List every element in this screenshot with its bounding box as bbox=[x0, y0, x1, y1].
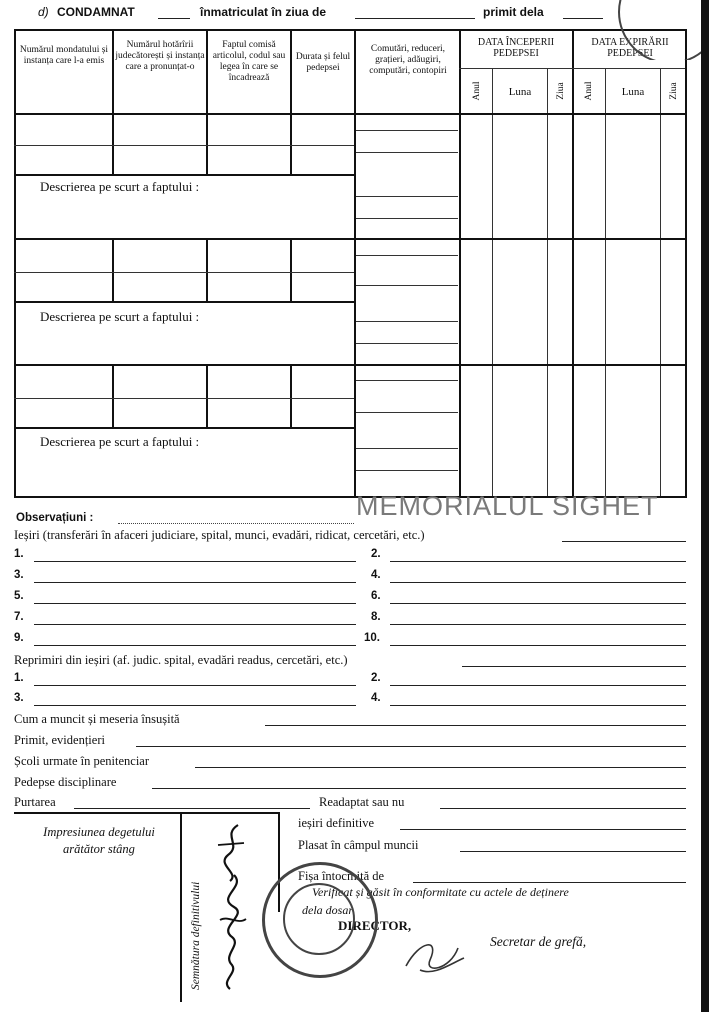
reprimiri-field-right[interactable] bbox=[390, 705, 686, 706]
iesiri-field-left[interactable] bbox=[34, 624, 356, 625]
col-numarul-mandatului: Numărul mondatului și instanța care l-a emis bbox=[19, 45, 109, 66]
watermark: MEMORIALUL SIGHET bbox=[356, 491, 659, 521]
comutari-line bbox=[356, 285, 458, 286]
observatiuni-label: Observațiuni : bbox=[16, 512, 94, 524]
primit-evidentieri-label: Primit, evidențieri bbox=[14, 733, 105, 747]
readaptat-label: Readaptat sau nu bbox=[319, 795, 405, 809]
sub-anul-start: Anul bbox=[472, 81, 482, 101]
comutari-line bbox=[356, 152, 458, 153]
iesiri-field-left[interactable] bbox=[34, 561, 356, 562]
signature bbox=[208, 815, 256, 993]
semnatura-label: Semnătura definitivului bbox=[190, 881, 202, 990]
scan-edge bbox=[701, 0, 709, 1012]
iesiri-definitive-field[interactable] bbox=[400, 829, 686, 830]
iesiri-number-left: 7. bbox=[14, 611, 24, 623]
iesiri-field-left[interactable] bbox=[34, 645, 356, 646]
munca-label: Cum a muncit și meseria însușită bbox=[14, 712, 180, 726]
pedepse-label: Pedepse disciplinare bbox=[14, 775, 117, 789]
purtarea-label: Purtarea bbox=[14, 795, 56, 809]
comutari-line bbox=[356, 255, 458, 256]
iesiri-number-right: 10. bbox=[364, 632, 380, 644]
readaptat-field[interactable] bbox=[440, 808, 686, 809]
secretar-label: Secretar de grefă, bbox=[490, 934, 587, 949]
descriere-fapt-1: Descrierea pe scurt a faptului : bbox=[40, 179, 200, 194]
descriere-fapt-2: Descrierea pe scurt a faptului : bbox=[40, 309, 200, 324]
condamnat-field[interactable] bbox=[158, 18, 190, 19]
iesiri-title: Ieșiri (transferări în afaceri judiciare, spital, munci, evadări, ridicat, cercetări, etc.) bbox=[14, 528, 425, 542]
impresiunea-label: Impresiunea degetului arătător stâng bbox=[43, 825, 155, 856]
iesiri-field-right[interactable] bbox=[390, 582, 686, 583]
comutari-line bbox=[356, 412, 458, 413]
reprimiri-number-left: 1. bbox=[14, 672, 24, 684]
iesiri-field-right[interactable] bbox=[390, 624, 686, 625]
iesiri-number-right: 6. bbox=[371, 590, 381, 602]
comutari-line bbox=[356, 321, 458, 322]
verificat-label: Verificat și găsit în conformitate cu actele de deținere bbox=[312, 885, 569, 899]
director-label: DIRECTOR, bbox=[338, 918, 412, 933]
scoli-field[interactable] bbox=[195, 767, 686, 768]
sub-luna-end: Luna bbox=[621, 86, 645, 98]
sub-luna-start: Luna bbox=[508, 86, 532, 98]
plasat-field[interactable] bbox=[460, 851, 686, 852]
scoli-label: Școli urmate în penitenciar bbox=[14, 754, 150, 768]
iesiri-definitive-label: ieșiri definitive bbox=[298, 816, 375, 830]
inmatriculat-label: înmatriculat în ziua de bbox=[200, 5, 327, 19]
comutari-line bbox=[356, 130, 458, 131]
fisa-field[interactable] bbox=[413, 882, 686, 883]
sub-ziua-end: Ziua bbox=[669, 82, 679, 100]
iesiri-field-right[interactable] bbox=[390, 603, 686, 604]
reprimiri-number-right: 4. bbox=[371, 692, 381, 704]
reprimiri-field-left[interactable] bbox=[34, 685, 356, 686]
munca-field[interactable] bbox=[265, 725, 686, 726]
sub-ziua-start: Ziua bbox=[556, 82, 566, 100]
comutari-line bbox=[356, 448, 458, 449]
iesiri-number-left: 3. bbox=[14, 569, 24, 581]
primit-evidentieri-field[interactable] bbox=[136, 746, 686, 747]
observatiuni-field[interactable] bbox=[118, 523, 354, 524]
reprimiri-number-left: 3. bbox=[14, 692, 24, 704]
plasat-label: Plasat în câmpul muncii bbox=[298, 838, 419, 852]
comutari-line bbox=[356, 380, 458, 381]
corner-stamp bbox=[598, 0, 709, 60]
reprimiri-number-right: 2. bbox=[371, 672, 381, 684]
fingerprint-box[interactable] bbox=[16, 862, 176, 997]
reprimiri-title: Reprimiri din ieșiri (af. judic. spital, evadări readus, cercetări, etc.) bbox=[14, 653, 348, 667]
condamnat-label: CONDAMNAT bbox=[57, 5, 135, 19]
col-comutari: Comutări, reduceri, grațieri, adăugiri, computări, contopiri bbox=[369, 44, 447, 76]
inmatriculat-field[interactable] bbox=[355, 18, 475, 19]
comutari-line bbox=[356, 470, 458, 471]
col-faptul-comis: Faptul comisă articolul, codul sau legea în care se încadrează bbox=[212, 40, 286, 83]
descriere-fapt-3: Descrierea pe scurt a faptului : bbox=[40, 434, 200, 449]
pedepse-field[interactable] bbox=[152, 788, 686, 789]
iesiri-number-left: 9. bbox=[14, 632, 24, 644]
col-data-expirarii: DATA EXPIRĂRII PEDEPSEI bbox=[591, 37, 669, 59]
iesiri-number-left: 1. bbox=[14, 548, 24, 560]
iesiri-number-right: 8. bbox=[371, 611, 381, 623]
reprimiri-field-right[interactable] bbox=[390, 685, 686, 686]
fisa-label: Fișa întocmită de bbox=[298, 869, 385, 883]
comutari-line bbox=[356, 343, 458, 344]
purtarea-field[interactable] bbox=[74, 808, 310, 809]
reprimiri-field-left[interactable] bbox=[34, 705, 356, 706]
iesiri-field-right[interactable] bbox=[390, 561, 686, 562]
primit-dela-field[interactable] bbox=[563, 18, 603, 19]
director-signature bbox=[400, 930, 470, 980]
primit-dela-label: primit dela bbox=[483, 5, 544, 19]
dela-dosar-label: dela dosar bbox=[302, 903, 353, 917]
comutari-line bbox=[356, 196, 458, 197]
iesiri-field-left[interactable] bbox=[34, 603, 356, 604]
iesiri-field-right[interactable] bbox=[390, 645, 686, 646]
col-data-inceperii: DATA ÎNCEPERII PEDEPSEI bbox=[477, 37, 555, 59]
iesiri-number-left: 5. bbox=[14, 590, 24, 602]
iesiri-number-right: 4. bbox=[371, 569, 381, 581]
col-numarul-hotaririi: Numărul hotărîrii judecătorești și instanța care a pronunțat-o bbox=[115, 40, 205, 72]
sub-anul-end: Anul bbox=[584, 81, 594, 101]
section-letter: d) bbox=[38, 5, 49, 19]
iesiri-field-left[interactable] bbox=[34, 582, 356, 583]
col-durata: Durata și felul pedepsei bbox=[295, 52, 351, 73]
iesiri-number-right: 2. bbox=[371, 548, 381, 560]
comutari-line bbox=[356, 218, 458, 219]
official-stamp bbox=[262, 862, 378, 978]
